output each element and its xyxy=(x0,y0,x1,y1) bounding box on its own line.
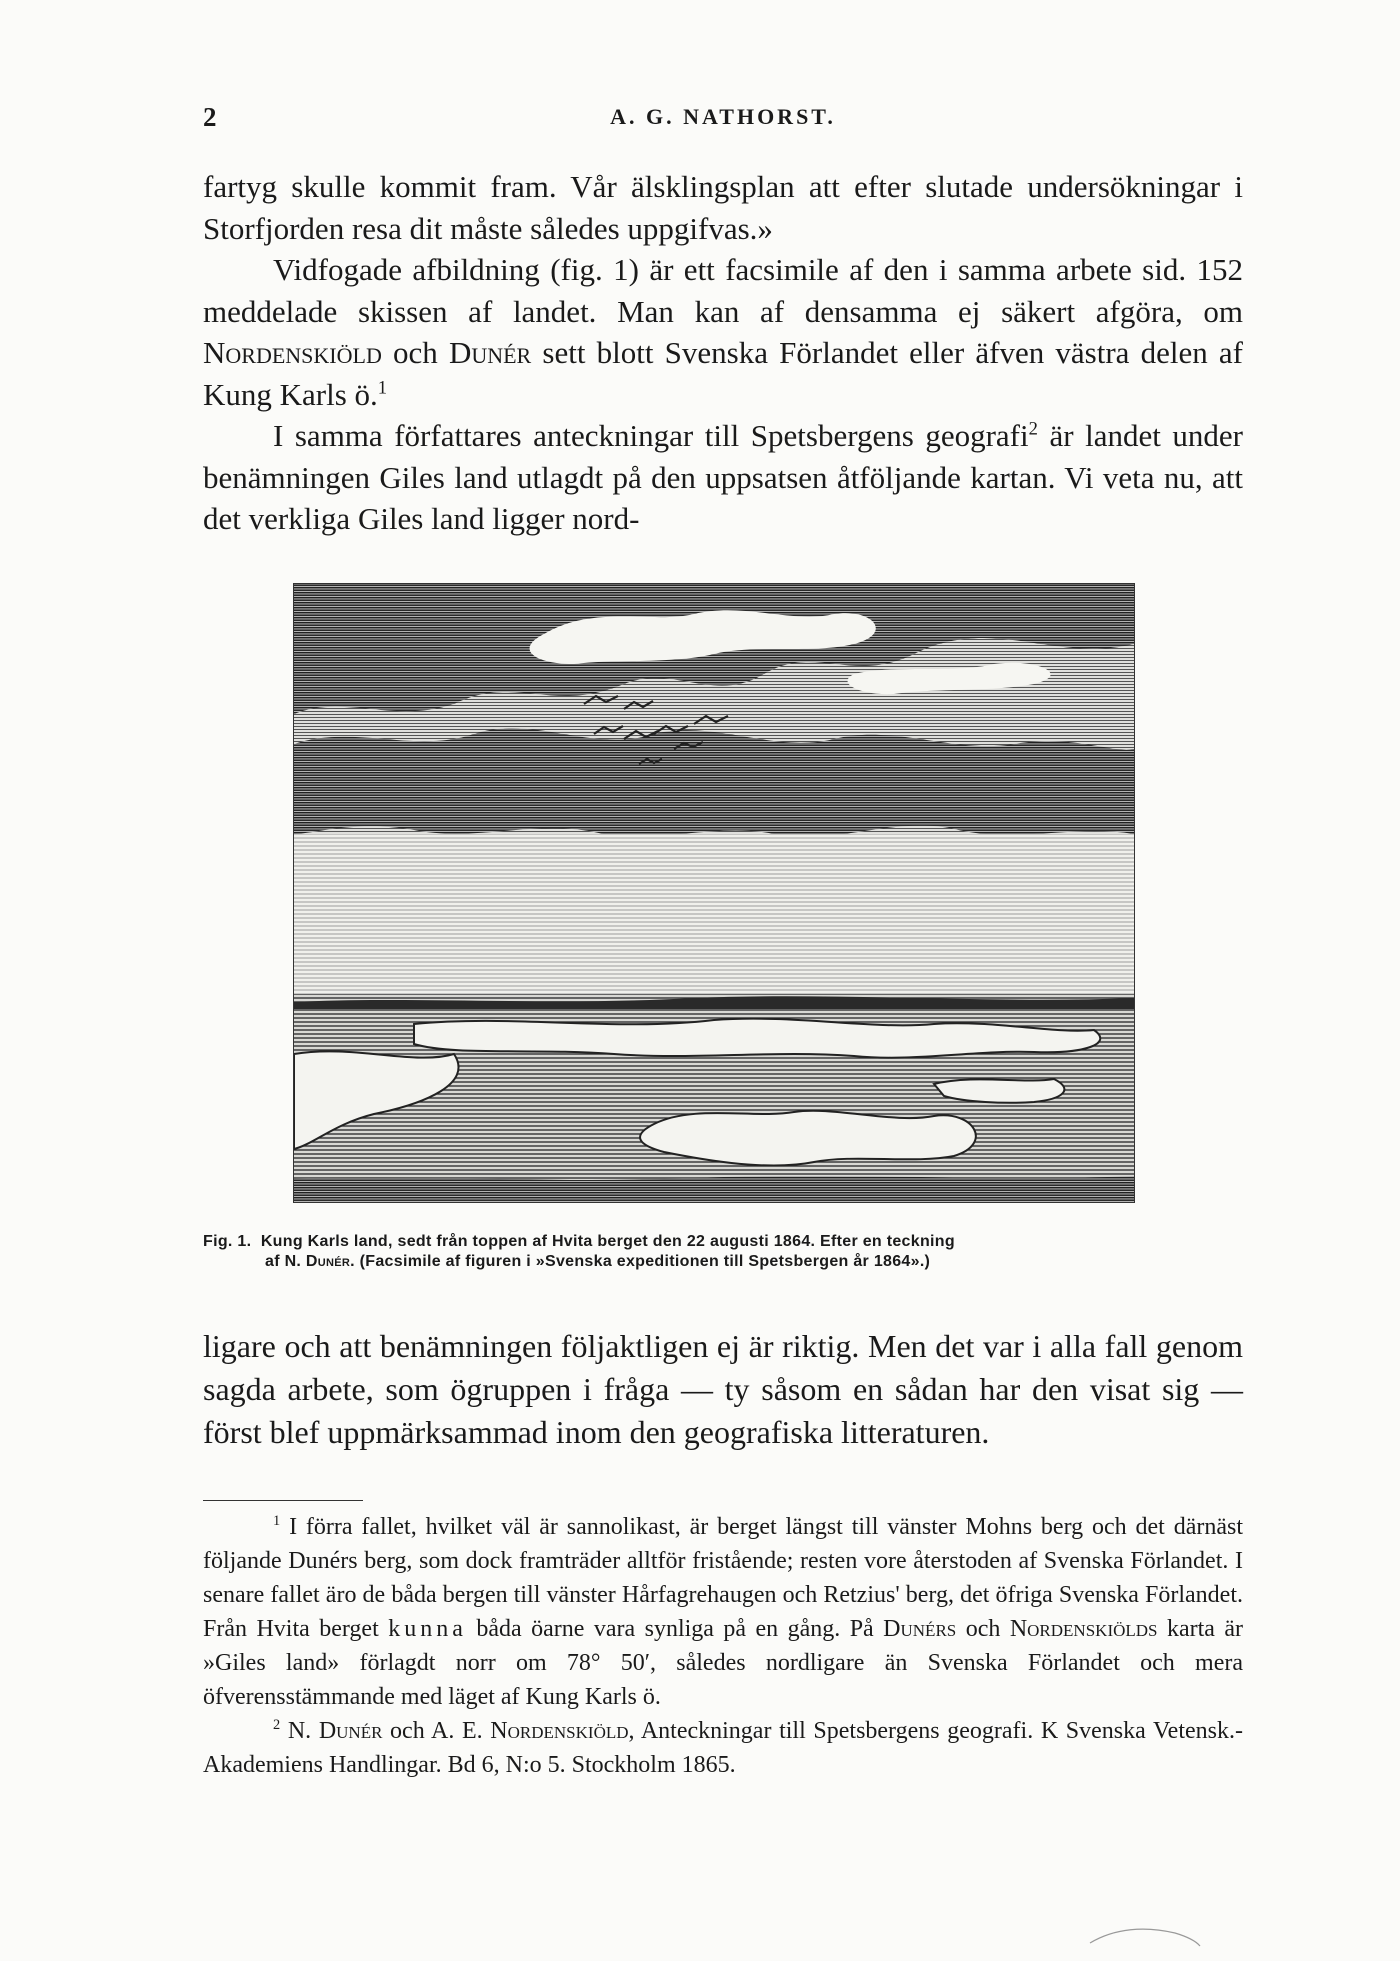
author-name: Dunérs xyxy=(883,1616,957,1642)
emphasis: kunna xyxy=(388,1616,467,1642)
footnote-ref[interactable]: 1 xyxy=(377,377,388,399)
author-name: Nordenskiölds xyxy=(1009,1616,1158,1642)
author-name: Dunér xyxy=(448,335,532,370)
footnote-1: $^1$ I förra fallet, hvilket väl är sannolikast, är berget längst till vänster Mohns berg och det därnäst följande Dunérs berg, som dock framträder alltför fristående; resten vore återstoden af Svenska Förlandet. I senare fallet äro de båda bergen till vänster Hårfagrehaugen och Retzius' berg, det öfriga Svenska Förlandet. Från Hvita berget kunna båda öarne vara synliga på en gång. På Dunérs och Nordenskiölds karta är »Giles land» förlagdt norr om 78° 50′, således nordligare än Svenska Förlandet och mera öfverensstämmande med läget af Kung Karls ö. xyxy=(203,1513,1244,1710)
paragraph-3: I samma författares anteckningar till Spetsbergens geografi$^2$ är landet under benämningen Giles land utlagdt på den uppsatsen åtföljande kartan. Vi veta nu, att det verkliga Giles land ligger nord- xyxy=(203,418,1243,536)
author-name: Dunér xyxy=(305,1253,351,1270)
figure-caption: Fig. 1. Kung Karls land, sedt från toppen af Hvita berget den 22 augusti 1864. Efter en teckning af N. Dunér. (Facsimile af figuren i »Svenska expeditionen till Spetsbergen år 1864».) xyxy=(203,1233,955,1270)
body-text-top xyxy=(203,166,1243,540)
author-name: Nordenskiöld xyxy=(203,335,382,370)
running-head: A. G. NATHORST. xyxy=(610,104,836,129)
library-stamp-mark xyxy=(1085,1918,1205,1948)
body-text-bottom xyxy=(203,1325,1243,1454)
footnote-divider xyxy=(203,1500,363,1501)
footnote-marker: 2 xyxy=(273,1717,281,1733)
paragraph-1: fartyg skulle kommit fram. Vår älsklingsplan att efter slutade undersökningar i Storfjorden resa dit måste således uppgifvas.» xyxy=(203,169,1243,246)
figure-engraving xyxy=(293,583,1135,1203)
author-name: Nordenskiöld xyxy=(490,1718,629,1744)
caption-label: Fig. 1. xyxy=(203,1233,252,1250)
footnote-2: $^2$ N. Dunér och A. E. Nordenskiöld, Anteckningar till Spetsbergens geografi. K Svenska Vetensk.-Akademiens Handlingar. Bd 6, N:o 5. Stockholm 1865. xyxy=(203,1717,1243,1778)
footnote-ref[interactable]: 2 xyxy=(1028,418,1038,440)
seascape-illustration xyxy=(294,584,1134,1202)
paragraph-4: ligare och att benämningen följaktligen ej är riktig. Men det var i alla fall genom sagda arbete, som ögruppen i fråga — ty såsom en sådan har den visat sig — först blef uppmärksammad inom den geografiska litteraturen. xyxy=(203,1328,1243,1450)
page-header xyxy=(203,102,1243,142)
page-number: 2 xyxy=(203,102,217,132)
footnotes xyxy=(203,1510,1243,1782)
footnote-marker: 1 xyxy=(273,1513,281,1529)
paragraph-2: Vidfogade afbildning (fig. 1) är ett facsimile af den i samma arbete sid. 152 meddelade skissen af landet. Man kan af densamma ej säkert afgöra, om Nordenskiöld och Dunér sett blott Svenska Förlandet eller äfven västra delen af Kung Karls ö.$^1$ xyxy=(203,252,1243,412)
author-name: Dunér xyxy=(318,1718,383,1744)
